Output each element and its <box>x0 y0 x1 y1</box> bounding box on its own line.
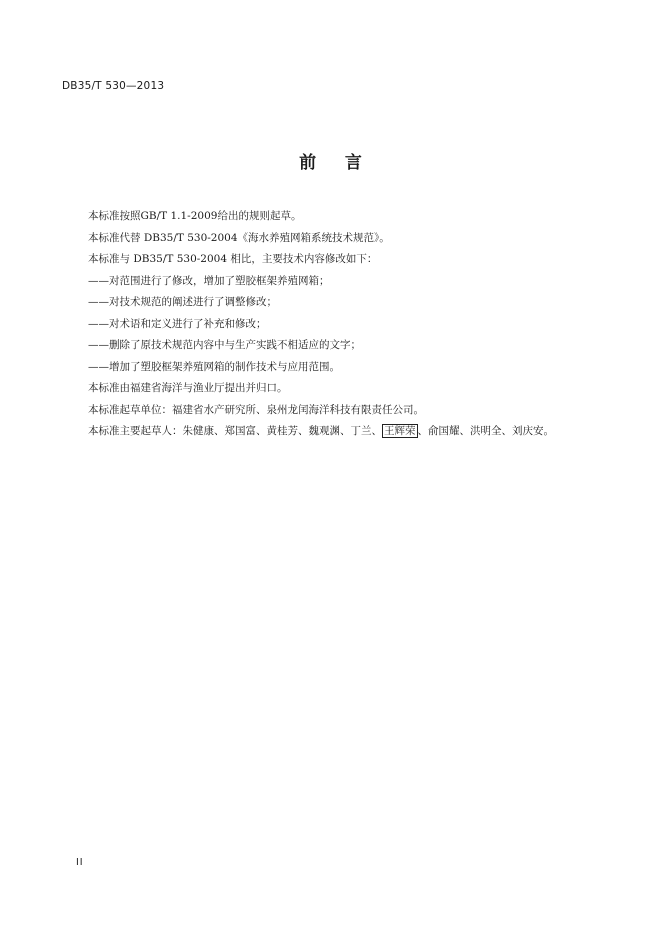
drafters-prefix: 本标准主要起草人：朱健康、郑国富、黄桂芳、魏观渊、丁兰、 <box>88 425 382 437</box>
list-item-change: ——对术语和定义进行了补充和修改； <box>88 317 267 330</box>
document-code: DB35/T 530—2013 <box>62 80 165 92</box>
paragraph-changes-intro: 本标准与 DB35/T 530-2004 相比，主要技术内容修改如下： <box>88 253 378 265</box>
page-title: 前 言 <box>299 153 363 173</box>
page-number: II <box>76 857 84 868</box>
highlighted-drafter-name: 王辉荣 <box>384 425 416 437</box>
foreword-body <box>54 206 604 443</box>
list-item-change: ——删除了原技术规范内容中与生产实践不相适应的文字； <box>88 339 361 351</box>
paragraph-replaces: 本标准代替 DB35/T 530-2004《海水养殖网箱系统技术规范》。 <box>88 231 390 244</box>
paragraph-drafting-rules: 本标准按照GB/T 1.1-2009给出的规则起草。 <box>88 210 302 222</box>
list-item-change: ——对范围进行了修改，增加了塑胶框架养殖网箱； <box>88 274 330 287</box>
paragraph-drafting-units: 本标准起草单位：福建省水产研究所、泉州龙闰海洋科技有限责任公司。 <box>88 403 424 416</box>
list-item-change: ——对技术规范的阐述进行了调整修改； <box>88 296 277 308</box>
list-item-change: ——增加了塑胶框架养殖网箱的制作技术与应用范围。 <box>88 360 340 373</box>
drafters-suffix: 、俞国耀、洪明全、刘庆安。 <box>417 425 554 437</box>
paragraph-proposer: 本标准由福建省海洋与渔业厅提出并归口。 <box>88 382 288 394</box>
paragraph-drafters <box>54 421 604 443</box>
